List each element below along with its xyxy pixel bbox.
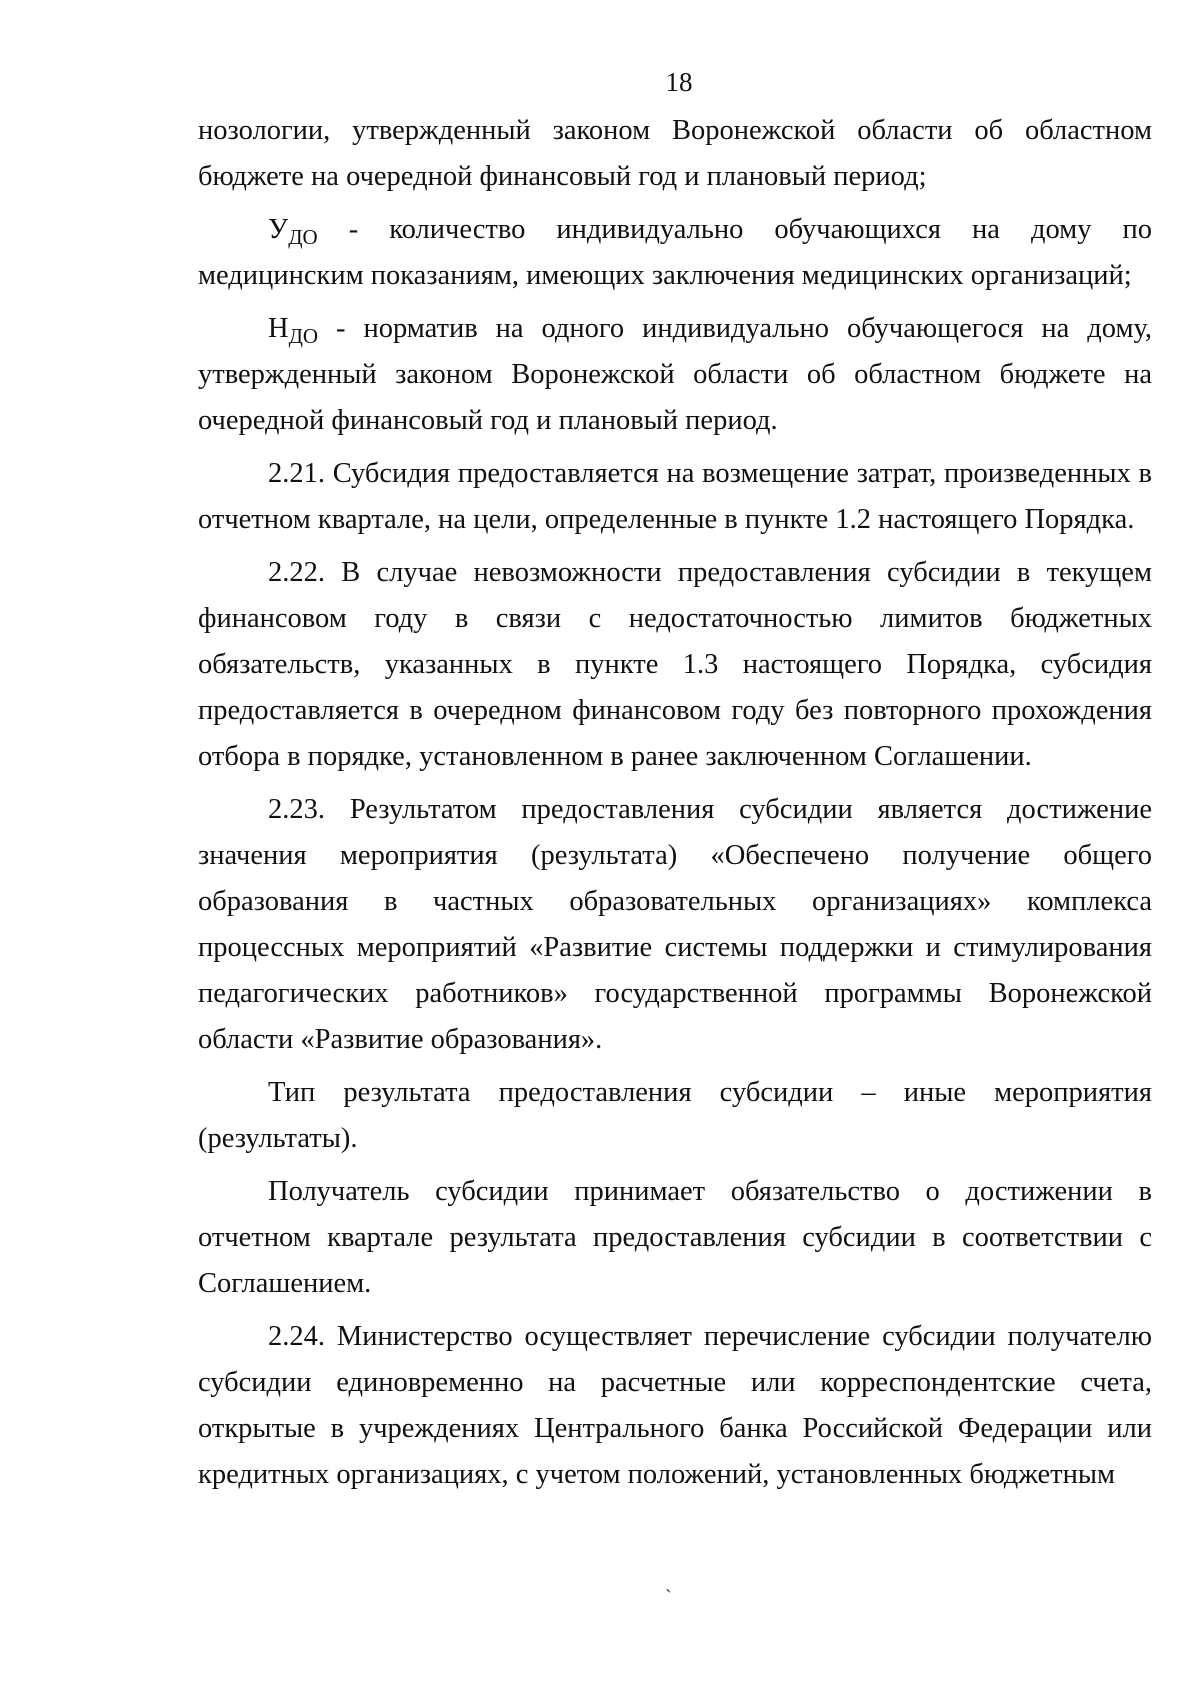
subscript-do: ДО (288, 324, 319, 348)
paragraph-2-21: 2.21. Субсидия предоставляется на возмещение затрат, произведенных в отчетном квартале, на цели, определенные в пункте 1.2 настоящего Порядка. (198, 458, 1152, 535)
paragraph-result-type: Тип результата предоставления субсидии – иные мероприятия (результаты). (198, 1077, 1152, 1154)
paragraph-ndo-definition (198, 306, 1152, 444)
scan-speck: ˎ (665, 1571, 672, 1593)
paragraph-2-22: 2.22. В случае невозможности предоставления субсидии в текущем финансовом году в связи с недостаточностью лимитов бюджетных обязательств, указанных в пункте 1.3 настоящего Порядка, субсидия предоставляется в очередном финансовом году без повторного прохождения отбора в порядке, установленном в ранее заключенном Соглашении. (198, 557, 1152, 772)
paragraph-continuation: нозологии, утвержденный законом Воронежской области об областном бюджете на очередной финансовый год и плановый период; (198, 115, 1152, 192)
page-number: 18 (665, 67, 693, 97)
symbol-n: Н (268, 313, 289, 344)
document-body (198, 108, 1152, 1498)
subscript-do: ДО (288, 225, 318, 249)
paragraph-obligation: Получатель субсидии принимает обязательство о достижении в отчетном квартале результата предоставления субсидии в соответствии с Соглашением. (198, 1176, 1152, 1299)
paragraph-udo-definition (198, 207, 1152, 299)
symbol-u: У (268, 214, 289, 245)
paragraph-2-24: 2.24. Министерство осуществляет перечисление субсидии получателю субсидии единовременно на расчетные или корреспондентские счета, открытые в учреждениях Центрального банка Российской Федерации или кредитных организациях, с учетом положений, установленных бюджетным (198, 1321, 1152, 1490)
ndo-definition-text: - норматив на одного индивидуально обучающегося на дому, утвержденный законом Воронежской области об областном бюджете на очередной финансовый год и плановый период. (198, 313, 1152, 436)
paragraph-2-23: 2.23. Результатом предоставления субсидии является достижение значения мероприятия (результата) «Обеспечено получение общего образования в частных образовательных организациях» комплекса процессных мероприятий «Развитие системы поддержки и стимулирования педагогических работников» государственной программы Воронежской области «Развитие образования». (198, 794, 1152, 1055)
udo-definition-text: - количество индивидуально обучающихся на дому по медицинским показаниям, имеющих заключения медицинских организаций; (198, 214, 1152, 291)
